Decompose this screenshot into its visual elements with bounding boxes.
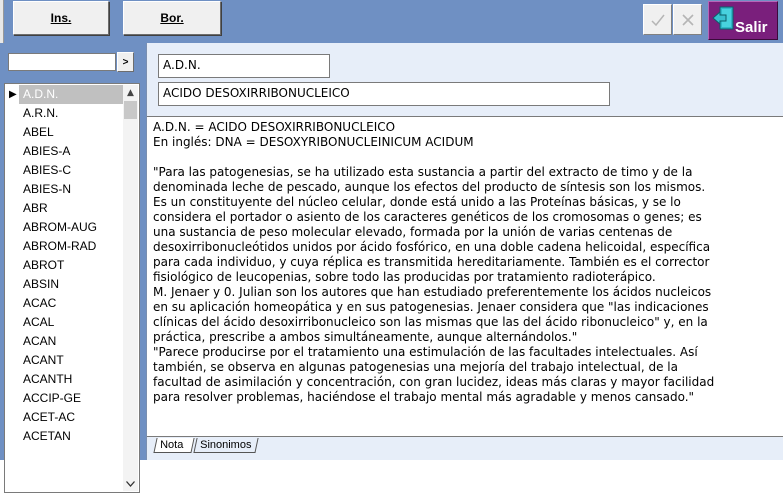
list-item[interactable]: ACAC <box>23 296 57 310</box>
confirm-button[interactable] <box>643 4 672 35</box>
list-item[interactable]: ABROM-AUG <box>23 220 98 234</box>
note-line: considera el portador o asiento de los caracteres genéticos de los cromosomas o genes; es <box>153 210 702 224</box>
note-line: denominada leche de pescado, aunque los efectos del producto de síntesis son los mismos. <box>153 180 706 194</box>
tab-sinonimos[interactable] <box>193 438 258 453</box>
note-line <box>153 150 777 165</box>
left-panel <box>0 43 146 460</box>
list-item[interactable]: ABIES-A <box>23 144 71 158</box>
full-name-field[interactable]: ACIDO DESOXIRRIBONUCLEICO <box>158 82 610 106</box>
list-item[interactable]: A.D.N. <box>19 85 135 104</box>
x-icon <box>682 14 694 26</box>
note-line: A.D.N. = ACIDO DESOXIRRIBONUCLEICO <box>153 120 396 134</box>
remedy-list-items <box>19 85 135 446</box>
list-item[interactable]: ACCIP-GE <box>23 391 82 405</box>
note-textarea[interactable] <box>147 116 783 437</box>
list-item[interactable]: ABSIN <box>23 277 60 291</box>
note-line: M. Jenaer y 0. Julian son los autores que han estudiado preferentemente los ácidos nucleicos <box>153 285 712 299</box>
list-item[interactable]: ABROM-RAD <box>23 239 97 253</box>
note-line: fisiológico de leucopenias, sobre todo las producidas por tratamiento radioterápico. <box>153 270 656 284</box>
list-item[interactable]: ACANTH <box>23 372 73 386</box>
detail-panel <box>146 43 783 460</box>
list-item[interactable]: ACANT <box>23 353 64 367</box>
scroll-down-icon[interactable] <box>123 476 138 491</box>
list-item[interactable]: ACET-AC <box>23 410 76 424</box>
list-item[interactable]: ACETAN <box>23 429 71 443</box>
note-line: también, se observa en algunas patogenesias una mejoría del trabajo intelectual, de la <box>153 360 678 374</box>
list-item[interactable]: ACAN <box>23 334 57 348</box>
tab-nota-label: Nota <box>160 439 184 451</box>
note-line: práctica, prescribe a ambos simultáneamente, aunque alternándolos." <box>153 330 578 344</box>
list-item[interactable]: ACAL <box>23 315 55 329</box>
note-line: para cada individuo, y cuya réplica es transmitida hereditariamente. También es el corrector <box>153 255 710 269</box>
list-scrollbar[interactable] <box>123 85 138 491</box>
cancel-button[interactable] <box>673 4 702 35</box>
tab-nota[interactable] <box>153 438 194 453</box>
note-line: En inglés: DNA = DESOXYRIBONUCLEINICUM ACIDUM <box>153 135 474 149</box>
tab-sinonimos-label: Sinonimos <box>200 439 252 451</box>
list-item[interactable]: ABR <box>23 201 48 215</box>
scroll-up-icon[interactable]: ▲ <box>127 87 134 98</box>
current-row-marker-icon: ▶ <box>9 89 17 100</box>
list-item[interactable]: ABIES-N <box>23 182 72 196</box>
delete-button[interactable]: Bor. <box>123 1 221 35</box>
note-line: Es un constituyente del núcleo celular, donde está unido a las Proteínas básicas, y se lo <box>153 195 681 209</box>
scroll-thumb[interactable] <box>124 101 137 119</box>
toolbar <box>0 0 783 43</box>
exit-label: Salir <box>735 19 768 36</box>
note-line: "Para las patogenesias, se ha utilizado esta sustancia a partir del extracto de timo y de la <box>153 165 693 179</box>
list-item[interactable]: ABROT <box>23 258 65 272</box>
note-line: clínicas del ácido desoxirribonucleico son las mismas que las del ácido ribonucleico" y, en la <box>153 315 708 329</box>
note-line: en su aplicación homeopática y en sus patogenesias. Jenaer considera que "las indicaciones <box>153 300 709 314</box>
remedy-list[interactable] <box>4 83 140 493</box>
window-edge <box>0 0 4 43</box>
list-item[interactable]: A.R.N. <box>23 106 59 120</box>
exit-button[interactable] <box>708 1 778 40</box>
note-line: "Parece producirse por el tratamiento una estimulación de las facultades intelectuales. Así <box>153 345 698 359</box>
insert-button[interactable]: Ins. <box>13 1 109 35</box>
list-item[interactable]: ABEL <box>23 125 54 139</box>
search-input[interactable] <box>8 53 116 71</box>
note-line: desoxirribonucleótidos unidos por ácido fosfórico, en una doble cadena helicoidal, específica <box>153 240 711 254</box>
check-icon <box>651 14 665 26</box>
note-line: facultad de asimilación y concentración, con gran lucidez, ideas más claras y mayor facilidad <box>153 375 715 389</box>
list-item[interactable]: ABIES-C <box>23 163 72 177</box>
search-button[interactable]: > <box>117 52 134 72</box>
abbreviation-field[interactable]: A.D.N. <box>158 54 330 78</box>
note-line: una sustancia de peso molecular elevado, formada por la unión de varias centenas de <box>153 225 673 239</box>
note-line: para resolver problemas, haciéndose el trabajo mental más agradable y menos cansado." <box>153 390 695 404</box>
